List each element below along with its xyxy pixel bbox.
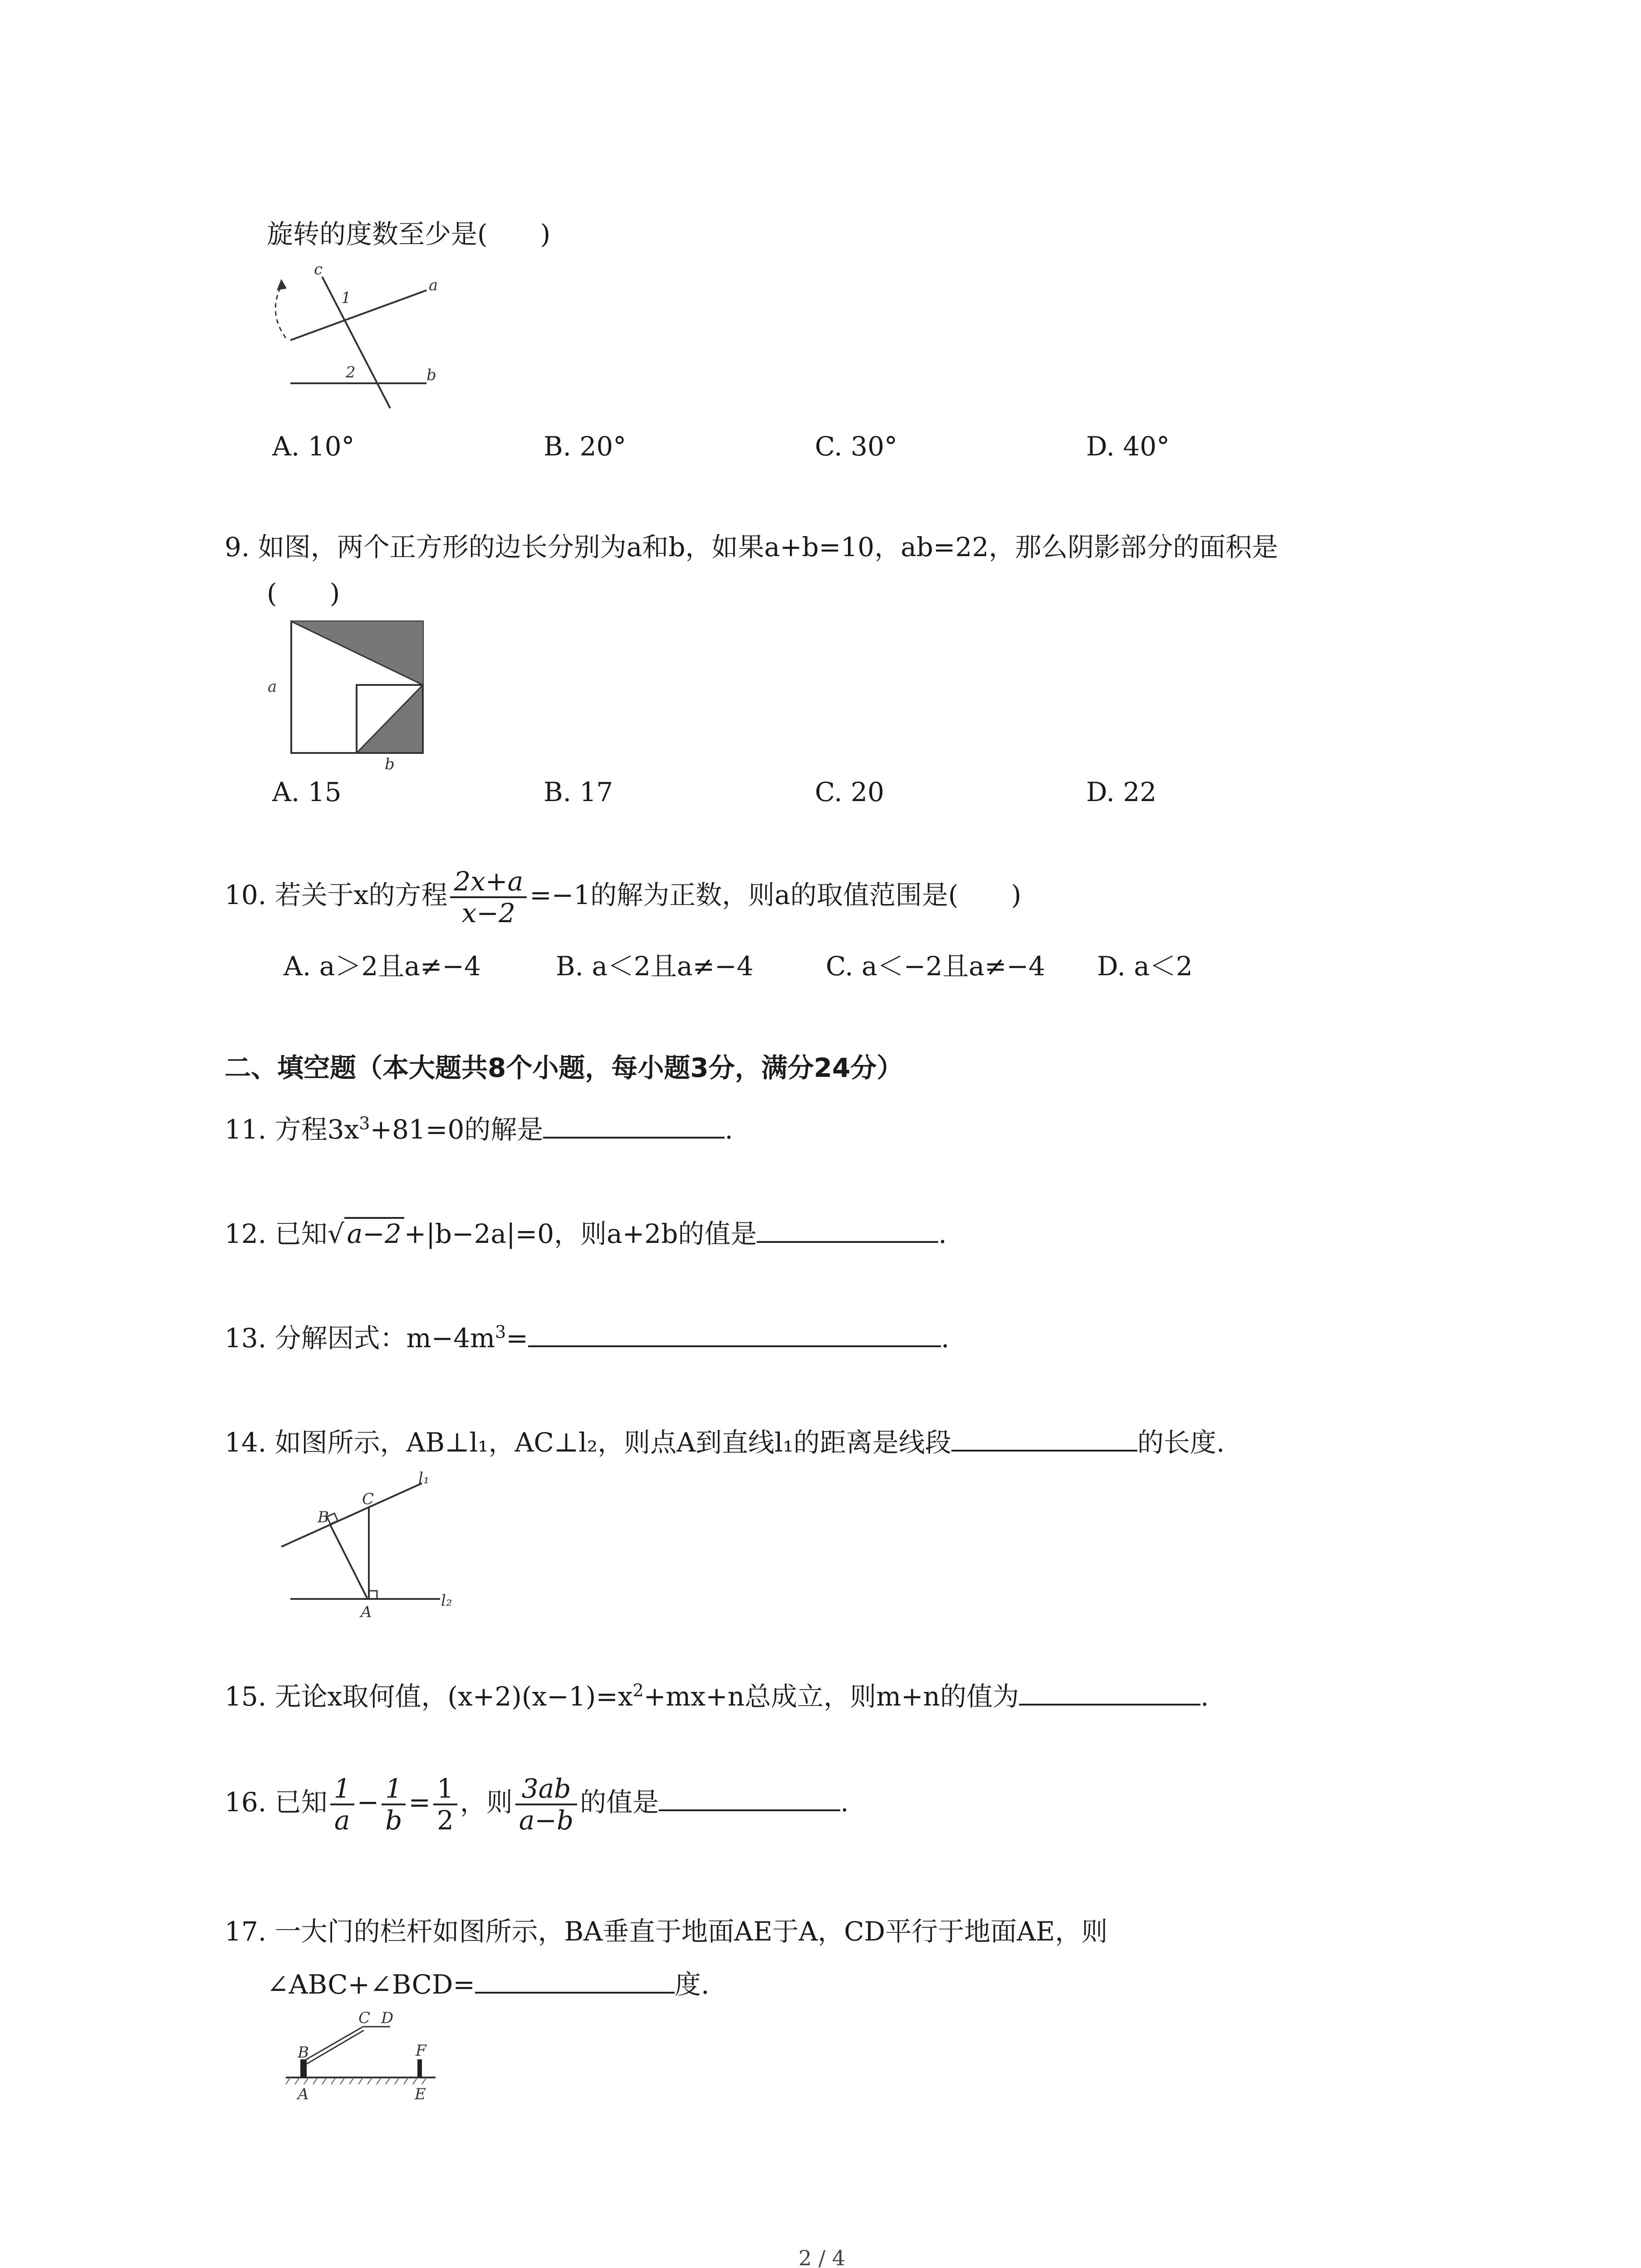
q12-prefix: 12. 已知 (225, 1218, 328, 1249)
q16-minus: − (357, 1787, 379, 1818)
q10-fraction (450, 866, 527, 928)
q11-prefix: 11. 方程3x (225, 1114, 359, 1145)
q13-stem (225, 1320, 949, 1355)
q13-prefix: 13. 分解因式：m−4m (225, 1323, 495, 1354)
q8-label-c: c (314, 260, 323, 279)
q16-prefix: 16. 已知 (225, 1787, 328, 1818)
q11-answer-blank[interactable] (543, 1111, 725, 1139)
q9-label-a: a (268, 678, 277, 696)
q8-label-2: 2 (346, 363, 356, 381)
q8-stem: 旋转的度数至少是( ) (267, 219, 551, 249)
q17-end: 度. (674, 1969, 710, 2000)
q16-f2-num: 1 (382, 1774, 406, 1805)
q14-answer-blank[interactable] (951, 1424, 1137, 1452)
q8-option-a[interactable]: A. 10° (272, 431, 355, 462)
q13-suffix: = (506, 1323, 528, 1354)
q10-frac-den: x−2 (461, 898, 515, 929)
q11-stem (225, 1111, 733, 1147)
q11-exp: 3 (359, 1113, 370, 1134)
q14-figure (272, 1470, 463, 1628)
q8-option-b[interactable]: B. 20° (544, 431, 627, 462)
q9-option-a[interactable]: A. 15 (272, 777, 342, 807)
page-number: 2 / 4 (798, 2246, 846, 2268)
q14-label-C: C (362, 1490, 374, 1508)
q9-stem-paren: ( ) (267, 578, 340, 609)
q10-option-b[interactable]: B. a＜2且a≠−4 (556, 951, 754, 982)
q14-stem (225, 1424, 1225, 1460)
q17-figure (281, 2005, 463, 2105)
q17-line1: 17. 一大门的栏杆如图所示，BA垂直于地面AE于A，CD平行于地面AE，则 (225, 1916, 1108, 1947)
q16-f3-num: 1 (433, 1774, 457, 1805)
q13-answer-blank[interactable] (528, 1320, 941, 1347)
q14-label-A: A (361, 1603, 372, 1621)
q16-end: . (840, 1787, 849, 1818)
q17-label-E: E (415, 2085, 426, 2103)
q12-answer-blank[interactable] (757, 1216, 938, 1243)
q16-frac-4 (515, 1774, 577, 1835)
q16-answer-blank[interactable] (659, 1784, 840, 1811)
q9-stem: 9. 如图，两个正方形的边长分别为a和b，如果a+b=10，ab=22，那么阴影部分的面积是 (225, 532, 1279, 562)
q17-label-D: D (381, 2009, 394, 2027)
q9-option-b[interactable]: B. 17 (544, 777, 613, 807)
q16-f4-num: 3ab (515, 1774, 577, 1805)
q8-label-b: b (426, 366, 436, 384)
q15-prefix: 15. 无论x取何值，(x+2)(x−1)=x (225, 1681, 633, 1712)
q8-label-a: a (429, 276, 438, 294)
q13-exp: 3 (495, 1322, 506, 1342)
q10-frac-num: 2x+a (450, 866, 527, 898)
q10-option-d[interactable]: D. a＜2 (1097, 951, 1193, 982)
q16-frac-1 (330, 1774, 354, 1835)
q15-stem (225, 1678, 1209, 1714)
q9-option-d[interactable]: D. 22 (1086, 777, 1157, 807)
q16-f3-den: 2 (436, 1805, 454, 1836)
q15-answer-blank[interactable] (1019, 1678, 1200, 1706)
q15-suffix: +mx+n总成立，则m+n的值为 (643, 1681, 1019, 1712)
q16-eq: = (408, 1787, 431, 1818)
section2-title: 二、填空题（本大题共8个小题，每小题3分，满分24分） (225, 1052, 903, 1083)
q10-option-a[interactable]: A. a＞2且a≠−4 (284, 951, 481, 982)
q16-suffix: 的值是 (580, 1787, 659, 1818)
q12-suffix: +|b−2a|=0，则a+2b的值是 (404, 1218, 757, 1249)
q17-label-C: C (358, 2009, 371, 2027)
q9-label-b: b (385, 755, 395, 773)
q8-option-d[interactable]: D. 40° (1086, 431, 1170, 462)
q14-label-B: B (318, 1508, 329, 1526)
q11-suffix: +81=0的解是 (370, 1114, 544, 1145)
q11-end: . (725, 1114, 733, 1145)
q17-answer-blank[interactable] (475, 1966, 675, 1994)
q16-frac-2 (382, 1774, 406, 1835)
q8-option-c[interactable]: C. 30° (815, 431, 897, 462)
q14-suffix: 的长度. (1137, 1427, 1225, 1458)
q9-figure (263, 617, 445, 771)
q16-f1-den: a (334, 1805, 350, 1836)
q12-radicand: a−2 (344, 1217, 404, 1249)
q17-label-B: B (298, 2043, 309, 2062)
q17-label-F: F (416, 2042, 426, 2060)
q12-sqrt-sign: √ (327, 1218, 344, 1249)
q17-line2-text: ∠ABC+∠BCD= (267, 1969, 475, 2000)
q15-exp: 2 (632, 1680, 644, 1701)
q9-option-c[interactable]: C. 20 (815, 777, 884, 807)
q16-stem (225, 1774, 849, 1835)
q14-text: 14. 如图所示，AB⊥l₁，AC⊥l₂，则点A到直线l₁的距离是线段 (225, 1427, 951, 1458)
q14-label-l2: l₂ (441, 1592, 452, 1610)
q16-mid: ，则 (460, 1787, 513, 1818)
q12-stem (225, 1216, 947, 1251)
q16-f2-den: b (385, 1805, 402, 1836)
q17-label-A: A (298, 2085, 309, 2103)
q10-option-c[interactable]: C. a＜−2且a≠−4 (826, 951, 1045, 982)
q8-label-1: 1 (341, 289, 351, 307)
q16-f4-den: a−b (519, 1805, 574, 1836)
q17-line2 (267, 1966, 709, 2002)
q8-figure (263, 259, 454, 408)
q10-stem (225, 866, 1021, 928)
q15-end: . (1200, 1681, 1209, 1712)
q12-end: . (938, 1218, 947, 1249)
q14-label-l1: l₁ (418, 1469, 430, 1487)
q13-end: . (941, 1323, 950, 1354)
q16-f1-num: 1 (330, 1774, 354, 1805)
q10-prefix: 10. 若关于x的方程 (225, 880, 448, 911)
q10-suffix: =−1的解为正数，则a的取值范围是( ) (529, 880, 1022, 911)
q16-frac-3 (433, 1774, 457, 1835)
